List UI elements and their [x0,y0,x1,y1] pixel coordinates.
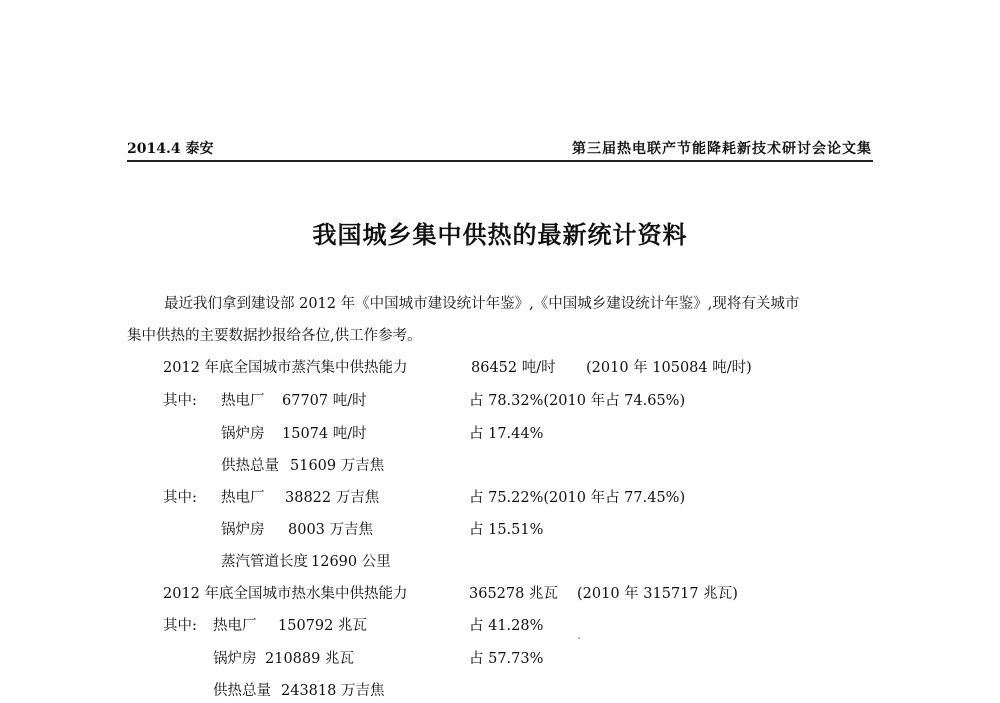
steam-capacity-compare: (2010 年 105084 吨/时) [586,360,752,376]
hotwater-cap-plant-share: 占 41.28% [469,618,544,634]
steam-cap-boiler-share: 占 17.44% [469,426,544,442]
steam-total-boiler-value: 8003 万吉焦 [288,522,374,538]
header-rule [127,160,873,162]
hotwater-total-value: 243818 万吉焦 [281,683,385,699]
steam-cap-boiler-value: 15074 吨/时 [282,426,367,442]
hotwater-cap-plant-label: 热电厂 [213,618,257,634]
header-left: 2014.4 泰安 [127,141,214,157]
intro-line-2: 集中供热的主要数据抄报给各位,供工作参考。 [127,328,422,344]
scan-speck [578,637,580,639]
steam-total-of-label: 其中: [163,490,197,506]
hotwater-capacity-label: 2012 年底全国城市热水集中供热能力 [163,586,408,602]
hotwater-cap-boiler-label: 锅炉房 [213,651,257,667]
hotwater-cap-boiler-share: 占 57.73% [469,651,544,667]
hotwater-cap-boiler-value: 210889 兆瓦 [265,651,354,667]
steam-total-plant-share: 占 75.22%(2010 年占 77.45%) [469,490,686,506]
intro-line-1: 最近我们拿到建设部 2012 年《中国城市建设统计年鉴》,《中国城乡建设统计年鉴》,现将有关城市 [164,296,800,312]
steam-capacity-value: 86452 吨/时 [471,360,556,376]
steam-total-plant-label: 热电厂 [221,490,265,506]
hotwater-capacity-value: 365278 兆瓦 [469,586,558,602]
steam-cap-plant-value: 67707 吨/时 [282,393,367,409]
steam-total-label: 供热总量 [221,458,279,474]
steam-cap-boiler-label: 锅炉房 [221,426,265,442]
steam-total-boiler-label: 锅炉房 [221,522,265,538]
steam-pipe-label: 蒸汽管道长度 [221,554,308,570]
steam-cap-plant-share: 占 78.32%(2010 年占 74.65%) [469,393,686,409]
header-right: 第三届热电联产节能降耗新技术研讨会论文集 [572,141,872,157]
steam-total-value: 51609 万吉焦 [290,458,385,474]
steam-cap-plant-label: 热电厂 [221,393,265,409]
hotwater-capacity-compare: (2010 年 315717 兆瓦) [577,586,738,602]
steam-capacity-of-label: 其中: [163,393,197,409]
hotwater-total-label: 供热总量 [213,683,271,699]
hotwater-cap-plant-value: 150792 兆瓦 [278,618,367,634]
steam-total-plant-value: 38822 万吉焦 [285,490,380,506]
steam-total-boiler-share: 占 15.51% [469,522,544,538]
page-title: 我国城乡集中供热的最新统计资料 [312,221,688,249]
hotwater-capacity-of-label: 其中: [163,618,197,634]
steam-capacity-label: 2012 年底全国城市蒸汽集中供热能力 [163,360,408,376]
steam-pipe-value: 12690 公里 [311,554,391,570]
